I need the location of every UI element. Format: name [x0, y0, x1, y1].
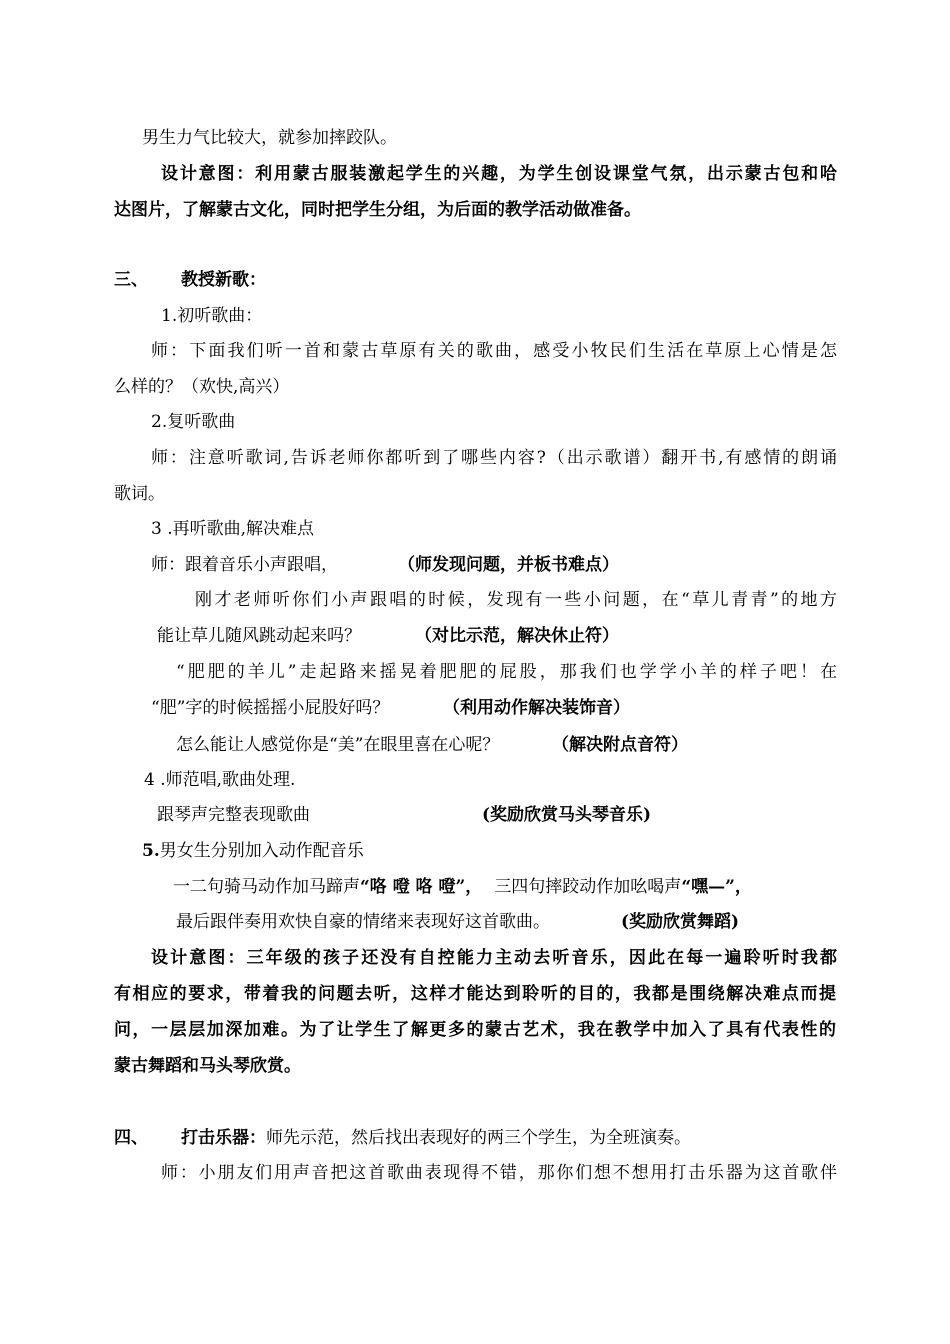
step-3: 3 .再听歌曲,解决难点 — [151, 519, 315, 539]
step-4: 4 .师范唱,歌曲处理. — [144, 770, 296, 790]
step-5-number: 5. — [142, 841, 160, 861]
teacher-note-5: （利用动作解决装饰音） — [443, 698, 630, 718]
teacher-line-6: 怎么能让人感觉你是“美”在眼里喜在心呢？ — [176, 735, 500, 755]
teacher-line-5a: “肥肥的羊儿”走起路来摇晃着肥肥的屁股，那我们也学学小羊的样子吧！在 — [176, 662, 837, 682]
step-5 — [142, 839, 364, 863]
section-4-text: 师先示范，然后找出表现好的两三个学生，为全班演奏。 — [266, 1128, 691, 1148]
section-4-number: 四、 — [114, 1128, 148, 1148]
design-intent-1-line1: 设计意图：利用蒙古服装激起学生的兴趣，为学生创设课堂气氛，出示蒙古包和哈 — [161, 164, 837, 184]
design-intent-2-line4: 蒙古舞蹈和马头琴欣赏。 — [114, 1056, 301, 1076]
design-intent-2-line2: 有相应的要求，带着我的问题去听，这样才能达到聆听的目的，我都是围绕解决难点而提 — [114, 984, 836, 1004]
design-intent-2-line1: 设计意图：三年级的孩子还没有自控能力主动去听音乐，因此在每一遍聆听时我都 — [151, 948, 837, 968]
teacher-line-5b: “肥”字的时候摇摇小屁股好吗？ — [151, 698, 390, 718]
step-2: 2.复听歌曲 — [151, 412, 236, 432]
teacher-line-8-c: 三四句摔跤动作加吆喝声 — [494, 877, 682, 897]
paragraph: 男生力气比较大，就参加摔跤队。 — [142, 128, 397, 148]
teacher-line-2b: 歌词。 — [114, 484, 165, 504]
section-3-number: 三、 — [114, 270, 148, 290]
teacher-note-3: （师发现问题，并板书难点） — [398, 555, 619, 575]
section-3-title: 教授新歌： — [181, 270, 266, 290]
teacher-note-9: (奖励欣赏舞蹈) — [621, 912, 740, 932]
teacher-line-8 — [173, 875, 752, 899]
design-intent-1-line2: 达图片，了解蒙古文化，同时把学生分组，为后面的教学活动做准备。 — [114, 200, 641, 220]
teacher-line-10: 师：小朋友们用声音把这首歌曲表现得不错，那你们想不想用打击乐器为这首歌伴 — [161, 1163, 837, 1183]
teacher-note-4: （对比示范，解决休止符） — [415, 626, 619, 646]
teacher-note-7: (奖励欣赏马头琴音乐) — [482, 805, 652, 825]
section-4-title: 打击乐器： — [181, 1128, 266, 1148]
teacher-line-4a: 刚才老师听你们小声跟唱的时候，发现有一些小问题，在“草儿青青”的地方 — [195, 590, 837, 610]
teacher-line-4b: 能让草儿随风跳动起来吗？ — [157, 626, 361, 646]
teacher-line-3: 师：跟着音乐小声跟唱， — [151, 555, 338, 575]
teacher-note-6: （解决附点音符） — [552, 735, 688, 755]
teacher-line-1b: 么样的？（欢快,高兴） — [114, 377, 290, 397]
step-5-text: 男女生分别加入动作配音乐 — [159, 841, 364, 861]
teacher-line-2a: 师：注意听歌词,告诉老师你都听到了哪些内容?（出示歌谱）翻开书,有感情的朗诵 — [151, 448, 837, 468]
section-4-line — [181, 1126, 691, 1150]
step-1: 1.初听歌曲： — [161, 306, 263, 326]
design-intent-2-line3: 问，一层层加深加难。为了让学生了解更多的蒙古艺术，我在教学中加入了具有代表性的 — [114, 1020, 836, 1040]
teacher-line-8-b: “咯 噔 咯 噔”， — [360, 877, 483, 897]
teacher-line-9: 最后跟伴奏用欢快自豪的情绪来表现好这首歌曲。 — [176, 912, 550, 932]
teacher-line-8-d: “嘿—”， — [681, 877, 752, 897]
teacher-line-7: 跟琴声完整表现歌曲 — [157, 805, 310, 825]
teacher-line-8-a: 一二句骑马动作加马蹄声 — [173, 877, 360, 897]
teacher-line-1a: 师：下面我们听一首和蒙古草原有关的歌曲，感受小牧民们生活在草原上心情是怎 — [151, 341, 837, 361]
